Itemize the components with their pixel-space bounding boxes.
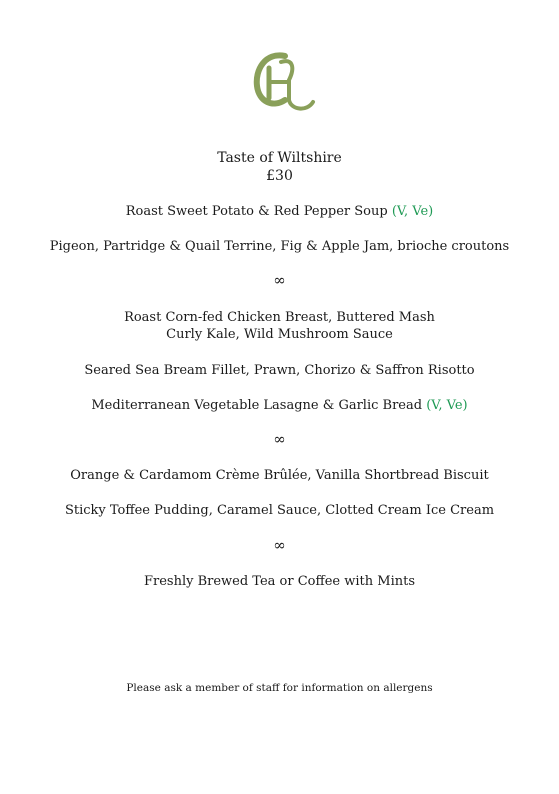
dish-name: Pigeon, Partridge & Quail Terrine, Fig & Apple Jam, brioche croutons: [49, 239, 510, 254]
coffee-item: Freshly Brewed Tea or Coffee with Mints: [143, 574, 416, 589]
section-separator: ∞: [273, 430, 286, 448]
dish-name: Mediterranean Vegetable Lasagne & Garlic Bread: [91, 398, 423, 413]
section-separator: ∞: [273, 271, 286, 289]
dish-name: Orange & Cardamom Crème Brûlée, Vanilla Shortbread Biscuit: [70, 468, 489, 483]
allergen-note: Please ask a member of staff for information on allergens: [126, 682, 433, 694]
monogram-logo-icon: [251, 50, 317, 114]
main-item-line1: Roast Corn-fed Chicken Breast, Buttered Mash: [124, 310, 435, 325]
starter-item: [0, 203, 559, 220]
dessert-item: [0, 502, 559, 519]
dish-name: Seared Sea Bream Fillet, Prawn, Chorizo & Saffron Risotto: [84, 363, 475, 378]
main-item-line2: Curly Kale, Wild Mushroom Sauce: [166, 327, 393, 342]
starter-item: [0, 238, 559, 255]
section-separator: ∞: [273, 536, 286, 554]
dessert-item: [0, 467, 559, 484]
main-item: [0, 362, 559, 379]
vegan-tag: (V, Ve): [426, 398, 468, 413]
dish-name: Roast Sweet Potato & Red Pepper Soup: [125, 204, 388, 219]
menu-title: Taste of Wiltshire: [217, 150, 342, 166]
main-item: [0, 397, 559, 414]
menu-price: £30: [266, 168, 293, 184]
dish-name: Sticky Toffee Pudding, Caramel Sauce, Clotted Cream Ice Cream: [64, 503, 495, 518]
vegan-tag: (V, Ve): [391, 204, 434, 219]
